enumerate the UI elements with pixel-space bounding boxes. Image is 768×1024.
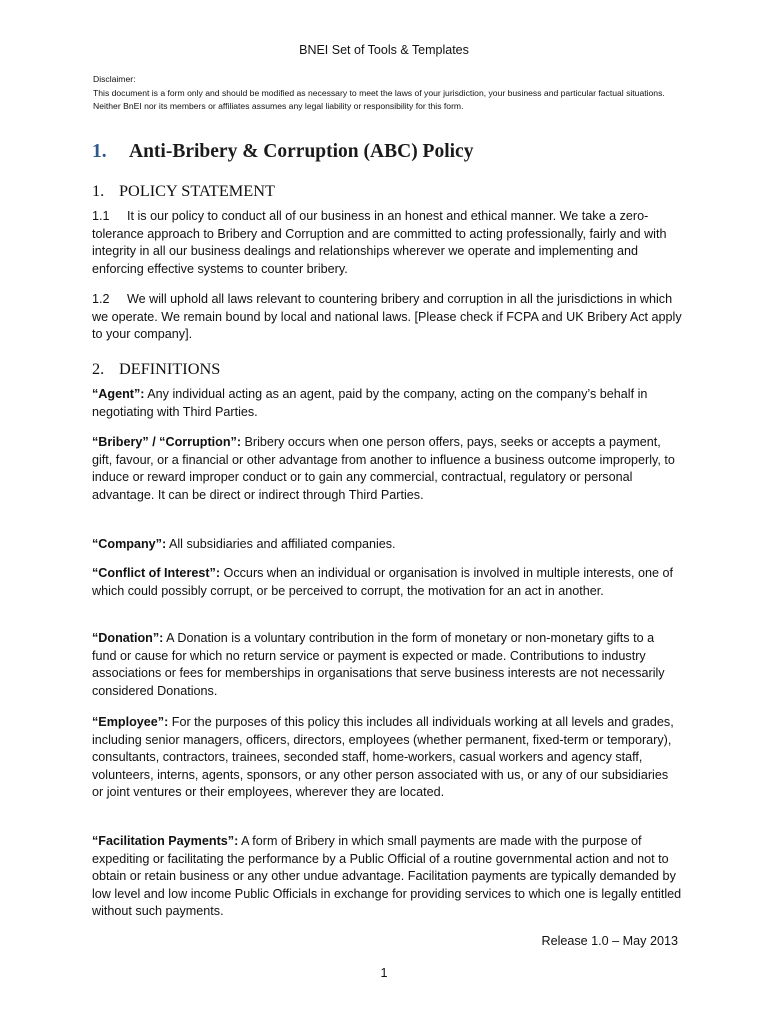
definition-text: Occurs when an individual or organisation is involved in multiple interests, one of which could possibly corrupt, or be perceived to corrupt, the motivation for an act in another. (92, 566, 673, 598)
definition-text: Bribery occurs when one person offers, pays, seeks or accepts a payment, gift, favour, or a financial or other advantage from another to influence a business outcome improperly, to induce or reward improper conduct or to gain any commercial, contractual, regulatory or personal advantage. It can be direct or indirect through Third Parties. (92, 435, 675, 502)
definition-text: A Donation is a voluntary contribution in the form of monetary or non-monetary gifts to a fund or cause for which no return service or payment is expected or made. Contributions to industry associations or fees for memberships in organisations that serve business interests are not necessarily considered Donations. (92, 631, 665, 698)
release-label: Release 1.0 – May 2013 (541, 934, 678, 948)
definition-term: “Bribery” / “Corruption”: (92, 435, 242, 449)
disclaimer-label: Disclaimer: (93, 74, 136, 84)
definition-term: “Facilitation Payments”: (92, 834, 239, 848)
section-number: 2. (92, 359, 105, 378)
policy-paragraph-1-2 (92, 291, 682, 344)
page-number: 1 (380, 966, 388, 980)
definition-conflict-of-interest (92, 565, 682, 600)
definition-agent (92, 386, 682, 421)
paragraph-number: 1.1 (92, 209, 110, 223)
definition-text: For the purposes of this policy this includes all individuals working at all levels and grades, including senior managers, officers, directors, employees (whether permanent, fixed-term or temporary), consultants, contractors, trainees, seconded staff, home-workers, casual workers and agency staff, volunteers, interns, agents, sponsors, or any other person associated with us, or any of our subsidiaries or joint ventures or their employees, wherever they are located. (92, 715, 674, 800)
paragraph-text: We will uphold all laws relevant to countering bribery and corruption in all the jurisdictions in which we operate. We remain bound by local and national laws. [Please check if FCPA and UK Bribery Act apply to your company]. (92, 292, 682, 342)
definition-donation (92, 630, 682, 700)
definition-text: Any individual acting as an agent, paid by the company, acting on the company’s behalf in negotiating with Third Parties. (92, 387, 648, 419)
paragraph-number: 1.2 (92, 292, 110, 306)
policy-heading-number: 1. (92, 141, 107, 162)
policy-heading-title: Anti-Bribery & Corruption (ABC) Policy (129, 141, 474, 162)
definition-text: A form of Bribery in which small payments are made with the purpose of expediting or facilitating the performance by a Public Official of a routine governmental action and not to obtain or retain business or any other undue advantage. Facilitation payments are typically demanded by low level and low income Public Officials in exchange for providing services to which one is legally entitled without such payments. (92, 834, 682, 919)
section-title: DEFINITIONS (119, 359, 221, 378)
definition-term: “Employee”: (92, 715, 169, 729)
disclaimer-text: This document is a form only and should be modified as necessary to meet the laws of your jurisdiction, your business and particular factual situations. Neither BnEI nor its members or affiliates assumes any legal liability or responsibility for this form. (93, 87, 665, 111)
section-heading-definitions (92, 359, 220, 379)
definition-term: “Company”: (92, 537, 167, 551)
definition-company (92, 536, 682, 554)
policy-paragraph-1-1 (92, 208, 682, 278)
definition-text: All subsidiaries and affiliated companies. (166, 537, 396, 551)
policy-heading (92, 141, 473, 163)
definition-bribery-corruption (92, 434, 682, 504)
document-header: BNEI Set of Tools & Templates (299, 43, 469, 57)
definition-term: “Donation”: (92, 631, 164, 645)
section-number: 1. (92, 181, 105, 200)
section-heading-policy-statement (92, 181, 275, 201)
definition-employee (92, 714, 682, 802)
definition-term: “Conflict of Interest”: (92, 566, 221, 580)
paragraph-text: It is our policy to conduct all of our business in an honest and ethical manner. We take a zero-tolerance approach to Bribery and Corruption and are committed to acting professionally, fairly and with integrity in all our business dealings and relationships wherever we operate and implementing and enforcing effective systems to counter bribery. (92, 209, 667, 276)
section-title: POLICY STATEMENT (119, 181, 275, 200)
definition-facilitation-payments (92, 833, 682, 921)
disclaimer (93, 73, 683, 114)
definition-term: “Agent”: (92, 387, 145, 401)
